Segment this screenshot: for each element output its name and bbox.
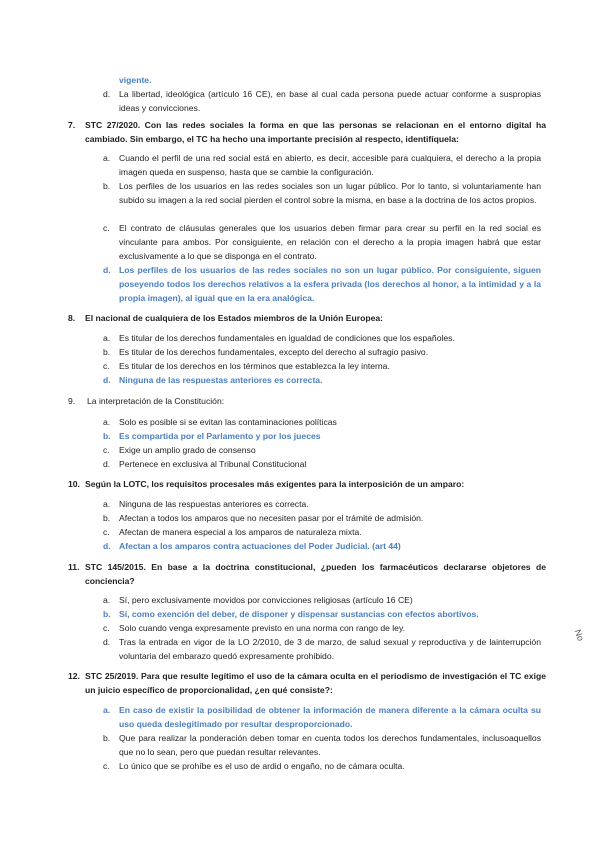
option-text: Los perfiles de los usuarios en las redes sociales son un lugar público. Por lo tanto, si voluntariamente han subido su imagen a la red social pierden el control sobre la misma, en base a la doctrina de los actos propios.: [119, 181, 541, 205]
prev-option-d: [103, 87, 541, 115]
option-letter: b.: [103, 431, 111, 441]
option-text: Es titular de los derechos en los términos que establezca la ley interna.: [119, 361, 390, 371]
option-text: La libertad, ideológica (artículo 16 CE), en base al cual cada persona puede actuar conforme a suspropias ideas y convicciones.: [119, 89, 541, 113]
question-number: 10.: [68, 479, 80, 489]
option-text: Afectan a los amparos contra actuaciones del Poder Judicial. (art 44): [119, 541, 401, 551]
option-letter: c.: [103, 527, 110, 537]
question-text: STC 145/2015. En base a la doctrina constitucional, ¿pueden los farmacéuticos declararse objetores de conciencia?: [85, 562, 546, 586]
q12-option-b: [103, 731, 541, 759]
q10-option-b: [103, 511, 541, 525]
question-number: 12.: [68, 671, 80, 681]
question-8: [68, 311, 546, 325]
q7-option-a: [103, 151, 541, 179]
q7-option-d: [103, 263, 541, 305]
option-letter: d.: [103, 459, 111, 469]
option-letter: b.: [103, 347, 111, 357]
q7-option-c: [103, 221, 541, 263]
q8-option-a: [103, 331, 541, 345]
option-text: Es titular de los derechos fundamentales en igualdad de condiciones que los españoles.: [119, 333, 455, 343]
continuation-text: vigente.: [119, 75, 152, 85]
option-letter: d.: [103, 637, 111, 647]
option-letter: b.: [103, 181, 111, 191]
option-text: Es titular de los derechos fundamentales, excepto del derecho al sufragio pasivo.: [119, 347, 429, 357]
question-12: [68, 669, 546, 697]
q12-option-c: [103, 759, 541, 773]
q9-option-c: [103, 443, 541, 457]
q7-option-b: [103, 179, 541, 207]
q11-option-a: [103, 593, 541, 607]
option-letter: a.: [103, 333, 111, 343]
option-text: Solo es posible si se evitan las contaminaciones políticas: [119, 417, 337, 427]
q11-option-d: [103, 635, 541, 663]
option-text: Ninguna de las respuestas anteriores es correcta.: [119, 375, 323, 385]
question-11: [68, 560, 546, 588]
question-number: 7.: [68, 120, 76, 130]
q12-option-a: [103, 703, 541, 731]
question-text: La interpretación de la Constitución:: [87, 396, 225, 406]
option-text: Afectan de manera especial a los amparos de naturaleza mixta.: [119, 527, 362, 537]
option-text: Tras la entrada en vigor de la LO 2/2010, de 3 de marzo, de salud sexual y reproductiva y de lainterrupción voluntaria del embarazo quedó expresamente prohibido.: [119, 637, 541, 661]
question-text: El nacional de cualquiera de los Estados miembros de la Unión Europea:: [85, 313, 383, 323]
option-letter: d.: [103, 375, 111, 385]
option-letter: a.: [103, 153, 111, 163]
option-text: Exige un amplio grado de consenso: [119, 445, 256, 455]
question-10: [68, 477, 546, 491]
question-number: 9.: [68, 396, 76, 406]
option-letter: c.: [103, 623, 110, 633]
option-text: Cuando el perfil de una red social está en abierto, es decir, accesible para cualquiera, el derecho a la propia imagen queda en suspenso, hasta que se cambie la configuración.: [119, 153, 541, 177]
option-letter: a.: [103, 595, 111, 605]
option-text: Lo único que se prohíbe es el uso de ardid o engaño, no de cámara oculta.: [119, 761, 405, 771]
q8-option-b: [103, 345, 541, 359]
question-text: STC 25/2019. Para que resulte legítimo el uso de la cámara oculta en el periodismo de investigación el TC exige un juicio específico de proporcionalidad, ¿en qué consiste?:: [85, 671, 546, 695]
option-letter: d.: [103, 541, 111, 551]
q8-option-d: [103, 373, 541, 387]
option-text: Pertenece en exclusiva al Tribunal Constitucional: [119, 459, 307, 469]
option-text: Es compartida por el Parlamento y por los jueces: [119, 431, 321, 441]
q9-option-b: [103, 429, 541, 443]
side-mark: No: [572, 628, 586, 643]
option-letter: b.: [103, 513, 111, 523]
q9-option-a: [103, 415, 541, 429]
question-7: [68, 118, 546, 146]
q11-option-b: [103, 607, 541, 621]
option-letter: b.: [103, 609, 111, 619]
q11-option-c: [103, 621, 541, 635]
question-number: 8.: [68, 313, 76, 323]
option-text: Que para realizar la ponderación deben tomar en cuenta todos los derechos fundamentales, inclusoaquellos que no lo sean, pero que puedan resultar relevantes.: [119, 733, 541, 757]
option-text: Sí, pero exclusivamente movidos por convicciones religiosas (artículo 16 CE): [119, 595, 413, 605]
option-letter: a.: [103, 499, 111, 509]
option-letter: a.: [103, 705, 111, 715]
option-letter: c.: [103, 445, 110, 455]
option-text: Los perfiles de los usuarios de las redes sociales no son un lugar público. Por consiguiente, siguen poseyendo todos los derechos relativos a la esfera privada (los derechos al honor, a la intimidad y a la propia imagen), al igual que en la era analógica.: [119, 265, 541, 303]
option-text: Sí, como exención del deber, de disponer y dispensar sustancias con efectos abortivos.: [119, 609, 479, 619]
question-9: [68, 394, 546, 408]
q10-option-d: [103, 539, 541, 553]
option-text: Solo cuando venga expresamente previsto en una norma con rango de ley.: [119, 623, 406, 633]
q9-option-d: [103, 457, 541, 471]
option-letter: c.: [103, 361, 110, 371]
question-text: Según la LOTC, los requisitos procesales más exigentes para la interposición de un amparo:: [85, 479, 465, 489]
option-letter: a.: [103, 417, 111, 427]
option-letter: d.: [103, 265, 111, 275]
q10-option-a: [103, 497, 541, 511]
option-text: Ninguna de las respuestas anteriores es correcta.: [119, 499, 309, 509]
q10-option-c: [103, 525, 541, 539]
option-letter: c.: [103, 761, 110, 771]
option-text: En caso de existir la posibilidad de obtener la información de manera diferente a la cámara oculta su uso queda deslegitimado por resultar desproporcionado.: [119, 705, 541, 729]
option-letter: c.: [103, 223, 110, 233]
question-text: STC 27/2020. Con las redes sociales la forma en que las personas se relacionan en el entorno digital ha cambiado. Sin embargo, el TC ha hecho una importante precisión al respecto, identifíquela:: [85, 120, 546, 144]
option-text: Afectan a todos los amparos que no necesiten pasar por el trámite de admisión.: [119, 513, 424, 523]
option-letter: d.: [103, 89, 111, 99]
q8-option-c: [103, 359, 541, 373]
option-text: El contrato de cláusulas generales que los usuarios deben firmar para crear su perfil en la red social es vinculante para ambos. Por consiguiente, en relación con el derecho a la propia imagen habrá que estar exclusivamente a lo que se disponga en el contrato.: [119, 223, 541, 261]
option-letter: b.: [103, 733, 111, 743]
question-number: 11.: [68, 562, 80, 572]
